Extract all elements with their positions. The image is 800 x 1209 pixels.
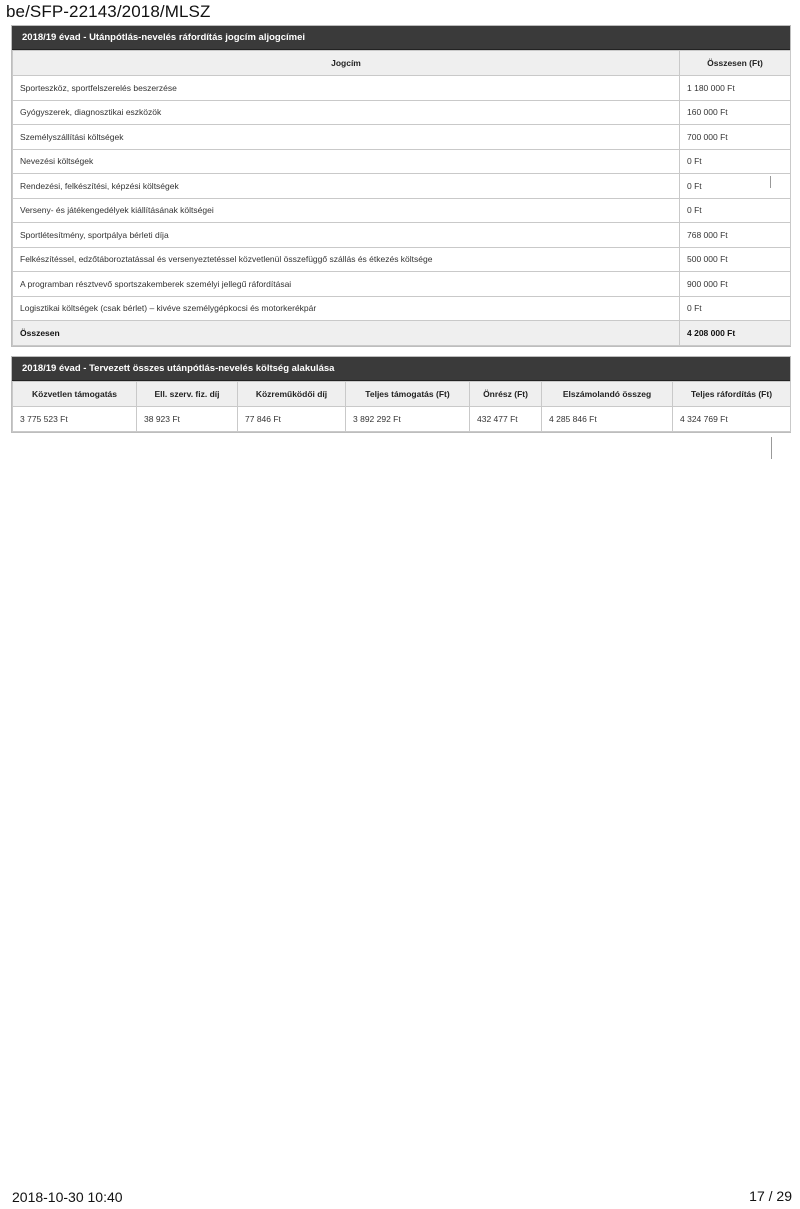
value-teljes-raforditas: 4 324 769 Ft: [673, 407, 791, 432]
table-header-row: [13, 51, 791, 76]
document-id: be/SFP-22143/2018/MLSZ: [6, 2, 211, 21]
table-row: [13, 76, 791, 101]
page-number: 17 / 29: [749, 1188, 792, 1204]
table-row: [13, 198, 791, 223]
row-label: A programban résztvevő sportszakemberek személyi jellegű ráfordításai: [13, 272, 680, 297]
row-label: Verseny- és játékengedélyek kiállításának költségei: [13, 198, 680, 223]
table-row: [13, 272, 791, 297]
row-label: Rendezési, felkészítési, képzési költségek: [13, 174, 680, 199]
table-row: [13, 223, 791, 248]
row-label: Logisztikai költségek (csak bérlet) – kivéve személygépkocsi és motorkerékpár: [13, 296, 680, 321]
value-kozvetlen-tamogatas: 3 775 523 Ft: [13, 407, 137, 432]
row-amount: 0 Ft: [680, 296, 791, 321]
column-header-kozremukodoi-dij: Közreműködői díj: [238, 382, 346, 407]
section-title: 2018/19 évad - Utánpótlás-nevelés ráfordítás jogcím aljogcímei: [12, 26, 790, 50]
value-kozremukodoi-dij: 77 846 Ft: [238, 407, 346, 432]
column-header-kozvetlen-tamogatas: Közvetlen támogatás: [13, 382, 137, 407]
table-row: [13, 247, 791, 272]
table-row: [13, 100, 791, 125]
row-amount: 500 000 Ft: [680, 247, 791, 272]
section-title: 2018/19 évad - Tervezett összes utánpótlás-nevelés költség alakulása: [12, 357, 790, 381]
subcategory-expenses-table: [12, 50, 791, 346]
row-label: Sportlétesítmény, sportpálya bérleti díja: [13, 223, 680, 248]
column-header-elszamolando-osszeg: Elszámolandó összeg: [542, 382, 673, 407]
row-amount: 0 Ft: [680, 149, 791, 174]
row-amount: 900 000 Ft: [680, 272, 791, 297]
column-header-osszesen: Összesen (Ft): [680, 51, 791, 76]
table-header-row: [13, 382, 791, 407]
table-row: [13, 407, 791, 432]
table-row: [13, 125, 791, 150]
row-amount: 1 180 000 Ft: [680, 76, 791, 101]
row-label: Nevezési költségek: [13, 149, 680, 174]
row-amount: 0 Ft: [680, 174, 791, 199]
value-teljes-tamogatas: 3 892 292 Ft: [346, 407, 470, 432]
total-row: [13, 321, 791, 346]
table-row: [13, 174, 791, 199]
row-amount: 768 000 Ft: [680, 223, 791, 248]
total-amount: 4 208 000 Ft: [680, 321, 791, 346]
value-onresz: 432 477 Ft: [470, 407, 542, 432]
row-label: Felkészítéssel, edzőtáboroztatással és versenyeztetéssel közvetlenül összefüggő szállás és étkezés költsége: [13, 247, 680, 272]
row-label: Sporteszköz, sportfelszerelés beszerzése: [13, 76, 680, 101]
row-label: Személyszállítási költségek: [13, 125, 680, 150]
row-amount: 700 000 Ft: [680, 125, 791, 150]
row-amount: 0 Ft: [680, 198, 791, 223]
subcategory-expenses-section: [11, 25, 791, 347]
column-header-jogcim: Jogcím: [13, 51, 680, 76]
row-label: Gyógyszerek, diagnosztikai eszközök: [13, 100, 680, 125]
scan-mark: [770, 176, 771, 188]
row-amount: 160 000 Ft: [680, 100, 791, 125]
column-header-ell-szerv-fiz-dij: Ell. szerv. fiz. díj: [137, 382, 238, 407]
value-elszamolando-osszeg: 4 285 846 Ft: [542, 407, 673, 432]
scan-mark: [771, 437, 772, 459]
column-header-teljes-tamogatas: Teljes támogatás (Ft): [346, 382, 470, 407]
table-row: [13, 296, 791, 321]
column-header-teljes-raforditas: Teljes ráfordítás (Ft): [673, 382, 791, 407]
value-ell-szerv-fiz-dij: 38 923 Ft: [137, 407, 238, 432]
table-row: [13, 149, 791, 174]
print-datetime: 2018-10-30 10:40: [12, 1189, 123, 1205]
column-header-onresz: Önrész (Ft): [470, 382, 542, 407]
planned-costs-section: [11, 356, 791, 433]
total-label: Összesen: [13, 321, 680, 346]
planned-costs-table: [12, 381, 791, 432]
